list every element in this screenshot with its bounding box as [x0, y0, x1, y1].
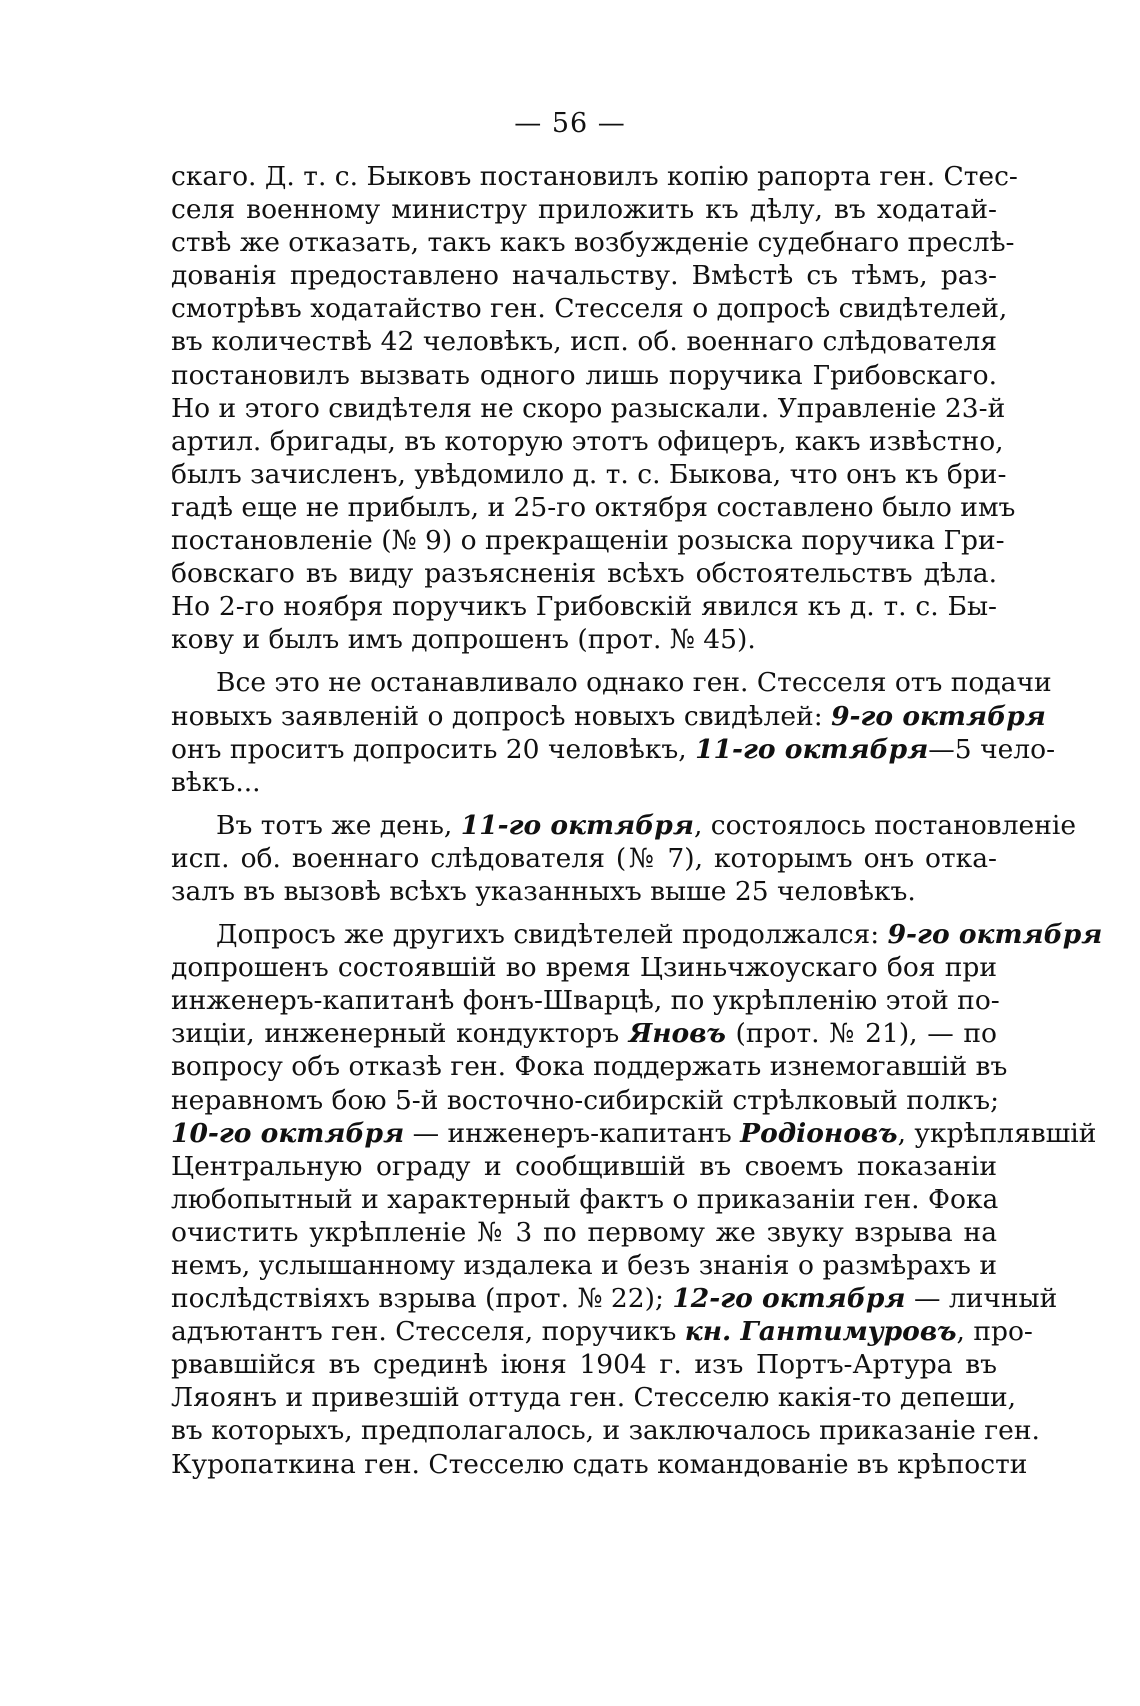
text-segment: въ количествѣ 42 человѣкъ, исп. об. военнаго слѣдователя: [171, 326, 997, 358]
text-line: [171, 458, 1007, 491]
text-segment: любопытный и характерный фактъ о приказаніи ген. Фока: [171, 1183, 999, 1215]
text-line: [171, 984, 1000, 1017]
text-line: [171, 918, 1103, 951]
text-line: [171, 292, 1008, 325]
text-segment: вопросу объ отказѣ ген. Фока поддержать изнемогавшій въ: [171, 1051, 1008, 1083]
text-segment: онъ проситъ допросить 20 человѣкъ,: [171, 733, 696, 765]
text-segment: , укрѣплявшій: [897, 1117, 1097, 1149]
emphasis: 11-го октября: [460, 809, 694, 841]
text-segment: —5 чело-: [928, 733, 1056, 765]
text-line: [171, 425, 1004, 458]
text-line: [171, 1084, 1000, 1117]
text-segment: адъютантъ ген. Стесселя, поручикъ: [171, 1316, 685, 1348]
text-line: [171, 875, 997, 908]
text-line: [171, 1183, 997, 1216]
text-line: [171, 590, 997, 623]
text-line: [171, 700, 1046, 733]
paragraph-gap: [171, 656, 997, 666]
text-segment: постановилъ вызвать одного лишь поручика Грибовскаго.: [171, 359, 997, 391]
paragraph-gap: [171, 799, 997, 809]
text-segment: Ляоянъ и привезшій оттуда ген. Стесселю какія-то депеши,: [171, 1382, 1017, 1414]
text-segment: ствѣ же отказать, такъ какъ возбужденіе судебнаго преслѣ-: [171, 227, 1015, 259]
text-line: [171, 359, 997, 392]
emphasis: 9-го октября: [831, 700, 1046, 732]
paragraph: [171, 666, 1056, 798]
text-segment: артил. бригады, въ которую этотъ офицеръ, какъ извѣстно,: [171, 425, 1004, 457]
text-segment: Допросъ же другихъ свидѣтелей продолжался:: [216, 919, 888, 951]
emphasis: Яновъ: [628, 1018, 726, 1050]
text-line: [171, 557, 997, 590]
text-line: [171, 1216, 997, 1249]
text-segment: бовскаго въ виду разъясненія всѣхъ обстоятельствъ дѣла.: [171, 558, 997, 590]
text-segment: неравномъ бою 5-й восточно-сибирскій стрѣлковый полкъ;: [171, 1084, 1000, 1116]
text-segment: кову и былъ имъ допрошенъ (прот. № 45).: [171, 624, 756, 656]
text-segment: , про-: [956, 1316, 1033, 1348]
text-line: [171, 1282, 1058, 1315]
text-line: [171, 1017, 997, 1050]
text-line: [171, 491, 1016, 524]
paragraph-gap: [171, 908, 997, 918]
emphasis: 11-го октября: [695, 733, 929, 765]
text-segment: допрошенъ состоявшій во время Цзиньчжоускаго боя при: [171, 952, 997, 984]
text-line: [171, 623, 997, 656]
text-line: [171, 392, 1006, 425]
text-segment: Въ тотъ же день,: [216, 809, 461, 841]
body-text: [171, 160, 1103, 1481]
text-line: [171, 951, 997, 984]
text-segment: Куропаткина ген. Стесселю сдать командованіе въ крѣпости: [171, 1448, 1028, 1480]
paragraph: [171, 160, 1018, 656]
text-line: [171, 1414, 1040, 1447]
text-segment: смотрѣвъ ходатайство ген. Стесселя о допросѣ свидѣтелей,: [171, 293, 1008, 325]
text-segment: исп. об. военнаго слѣдователя (№ 7), которымъ онъ отка-: [171, 842, 997, 874]
text-segment: (прот. № 21), — по: [725, 1018, 997, 1050]
page-number: — 56 —: [514, 108, 626, 139]
text-segment: — личный: [905, 1283, 1058, 1315]
text-line: [171, 259, 997, 292]
text-line: [171, 1249, 997, 1282]
text-segment: очистить укрѣпленіе № 3 по первому же звуку взрыва на: [171, 1216, 997, 1248]
emphasis: Родіоновъ: [740, 1117, 898, 1149]
text-line: [171, 1117, 1097, 1150]
text-line: [171, 1150, 997, 1183]
text-line: [171, 1448, 1028, 1481]
text-line: [171, 226, 1015, 259]
text-line: [171, 1050, 1008, 1083]
text-segment: Но и этого свидѣтеля не скоро разыскали. Управленіе 23-й: [171, 392, 1006, 424]
emphasis: кн. Гантимуровъ: [684, 1316, 957, 1348]
text-segment: залъ въ вызовѣ всѣхъ указанныхъ выше 25 человѣкъ.: [171, 875, 916, 907]
text-line: [171, 842, 997, 875]
text-line: [171, 809, 1077, 842]
emphasis: 12-го октября: [672, 1283, 906, 1315]
text-line: [171, 1381, 1017, 1414]
text-segment: гадѣ еще не прибылъ, и 25-го октября составлено было имъ: [171, 491, 1016, 523]
text-segment: скаго. Д. т. с. Быковъ постановилъ копію рапорта ген. Стес-: [171, 161, 1018, 192]
text-segment: — инженеръ-капитанъ: [404, 1117, 741, 1149]
text-line: [171, 524, 1005, 557]
emphasis: 9-го октября: [887, 919, 1103, 951]
text-segment: , состоялось постановленіе: [693, 809, 1077, 841]
text-segment: Все это не останавливало однако ген. Стесселя отъ подачи: [216, 667, 1052, 699]
text-segment: зиціи, инженерный кондукторъ: [171, 1018, 629, 1050]
text-segment: рвавшійся въ срединѣ іюня 1904 г. изъ Портъ-Артура въ: [171, 1349, 997, 1381]
text-segment: послѣдствіяхъ взрыва (прот. № 22);: [171, 1283, 673, 1315]
text-line: [171, 666, 1052, 699]
text-segment: Но 2-го ноября поручикъ Грибовскій явился къ д. т. с. Бы-: [171, 591, 997, 623]
paragraph: [171, 918, 1103, 1481]
text-segment: дованія предоставлено начальству. Вмѣстѣ съ тѣмъ, раз-: [171, 260, 997, 292]
text-segment: немъ, услышанному издалека и безъ знанія о размѣрахъ и: [171, 1250, 997, 1281]
text-line: [171, 766, 997, 799]
text-segment: въ которыхъ, предполагалось, и заключалось приказаніе ген.: [171, 1415, 1040, 1447]
text-segment: Центральную ограду и сообщившій въ своемъ показаніи: [171, 1150, 997, 1182]
text-line: [171, 1315, 1033, 1348]
emphasis: 10-го октября: [171, 1117, 405, 1149]
text-line: [171, 160, 1018, 193]
text-line: [171, 193, 997, 226]
text-line: [171, 1348, 997, 1381]
text-segment: былъ зачисленъ, увѣдомило д. т. с. Быкова, что онъ къ бри-: [171, 458, 1007, 490]
text-segment: вѣкъ...: [171, 766, 261, 798]
text-line: [171, 733, 1056, 766]
text-segment: постановленіе (№ 9) о прекращеніи розыска поручика Гри-: [171, 525, 1005, 557]
paragraph: [171, 809, 1077, 908]
text-line: [171, 325, 997, 358]
text-segment: новыхъ заявленій о допросѣ новыхъ свидѣлей:: [171, 700, 832, 732]
text-segment: селя военному министру приложить къ дѣлу, въ ходатай-: [171, 194, 997, 226]
text-segment: инженеръ-капитанѣ фонъ-Шварцѣ, по укрѣпленію этой по-: [171, 985, 1000, 1017]
